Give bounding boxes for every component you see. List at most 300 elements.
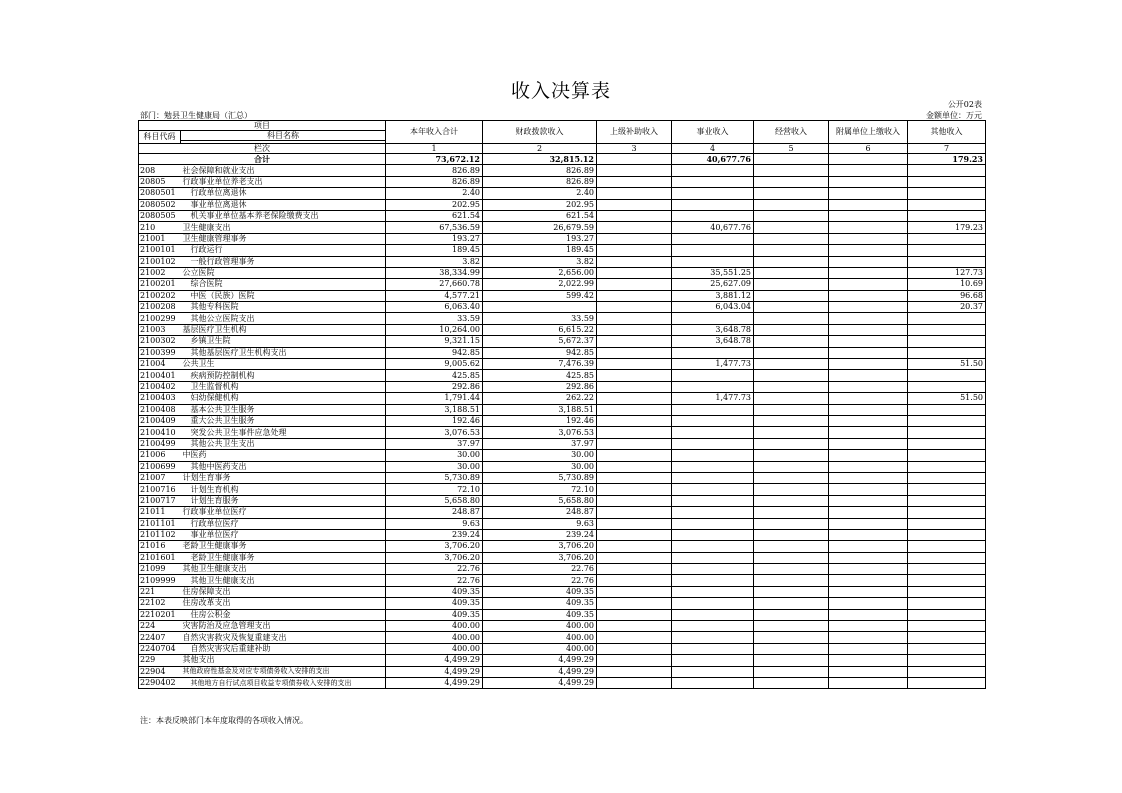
amount-cell [672, 245, 754, 256]
table-row [139, 324, 986, 335]
subject-name: 灾害防治及应急管理支出 [181, 621, 386, 632]
amount-cell [754, 450, 829, 461]
amount-cell [672, 586, 754, 597]
header-col-4: 事业收入 [672, 121, 754, 144]
amount-cell: 4,499.29 [483, 655, 597, 666]
column-number: 6 [829, 144, 908, 154]
subject-name: 基层医疗卫生机构 [181, 324, 386, 335]
amount-cell [672, 461, 754, 472]
header-col-2: 财政拨款收入 [483, 121, 597, 144]
amount-cell: 3,706.20 [483, 541, 597, 552]
amount-cell [829, 666, 908, 677]
table-row [139, 495, 986, 506]
subject-code: 2100208 [139, 302, 181, 313]
amount-cell [908, 472, 986, 483]
amount-cell [672, 495, 754, 506]
table-row [139, 222, 986, 233]
amount-cell: 826.89 [483, 165, 597, 176]
amount-cell [829, 518, 908, 529]
amount-cell [597, 461, 672, 472]
amount-cell: 22.76 [483, 575, 597, 586]
amount-cell [908, 176, 986, 187]
amount-cell [754, 484, 829, 495]
amount-cell: 3,076.53 [483, 427, 597, 438]
amount-cell [754, 313, 829, 324]
amount-cell [672, 233, 754, 244]
amount-cell: 192.46 [386, 415, 483, 426]
amount-cell [597, 552, 672, 563]
amount-cell: 4,499.29 [386, 655, 483, 666]
amount-cell [672, 518, 754, 529]
amount-cell [754, 541, 829, 552]
amount-cell: 400.00 [483, 632, 597, 643]
amount-cell: 26,679.59 [483, 222, 597, 233]
table-row [139, 381, 986, 392]
subject-code: 21003 [139, 324, 181, 335]
subject-code: 22904 [139, 666, 181, 677]
amount-cell [754, 165, 829, 176]
amount-cell [597, 564, 672, 575]
amount-cell: 30.00 [386, 450, 483, 461]
amount-cell [829, 484, 908, 495]
amount-cell: 3,881.12 [672, 290, 754, 301]
subject-name: 中医药 [181, 450, 386, 461]
table-row [139, 336, 986, 347]
amount-cell: 202.95 [483, 199, 597, 210]
subject-code: 2100201 [139, 279, 181, 290]
amount-cell [754, 347, 829, 358]
amount-cell [908, 210, 986, 221]
amount-cell: 40,677.76 [672, 222, 754, 233]
amount-cell: 2,656.00 [483, 267, 597, 278]
subject-code: 2100399 [139, 347, 181, 358]
amount-cell: 72.10 [386, 484, 483, 495]
subject-code: 2101601 [139, 552, 181, 563]
amount-cell [908, 188, 986, 199]
table-row [139, 677, 986, 688]
amount-cell [908, 427, 986, 438]
amount-cell [754, 336, 829, 347]
table-row [139, 267, 986, 278]
subject-code: 2100101 [139, 245, 181, 256]
amount-cell [597, 245, 672, 256]
amount-cell: 2.40 [483, 188, 597, 199]
amount-cell [829, 336, 908, 347]
amount-cell [908, 552, 986, 563]
amount-cell: 3,706.20 [386, 552, 483, 563]
amount-cell [672, 427, 754, 438]
amount-cell [908, 415, 986, 426]
subject-name: 行政单位离退休 [181, 188, 386, 199]
table-row [139, 279, 986, 290]
amount-cell [908, 199, 986, 210]
amount-cell [672, 404, 754, 415]
amount-cell [829, 655, 908, 666]
amount-cell: 425.85 [483, 370, 597, 381]
total-value: 73,672.12 [386, 154, 483, 165]
subject-code: 2100699 [139, 461, 181, 472]
amount-cell: 4,499.29 [386, 677, 483, 688]
amount-cell [672, 165, 754, 176]
amount-cell [829, 370, 908, 381]
subject-name: 其他卫生健康支出 [181, 575, 386, 586]
amount-cell [754, 245, 829, 256]
amount-cell [754, 564, 829, 575]
amount-cell: 1,477.73 [672, 393, 754, 404]
column-number: 5 [754, 144, 829, 154]
subject-name: 其他政府性基金及对应专项债务收入安排的支出 [181, 666, 386, 677]
amount-cell [754, 279, 829, 290]
column-number: 3 [597, 144, 672, 154]
amount-cell: 20.37 [908, 302, 986, 313]
amount-cell [754, 370, 829, 381]
header-project: 项目 [139, 121, 386, 131]
table-row [139, 643, 986, 654]
amount-cell [597, 484, 672, 495]
amount-cell [829, 381, 908, 392]
amount-cell: 9.63 [483, 518, 597, 529]
amount-cell [908, 233, 986, 244]
amount-cell [829, 210, 908, 221]
amount-cell [829, 507, 908, 518]
amount-cell [672, 313, 754, 324]
column-number: 7 [908, 144, 986, 154]
amount-cell: 5,658.80 [483, 495, 597, 506]
subject-code: 2240704 [139, 643, 181, 654]
amount-cell [754, 290, 829, 301]
amount-cell [597, 324, 672, 335]
amount-cell [672, 598, 754, 609]
table-row [139, 484, 986, 495]
amount-cell [672, 210, 754, 221]
amount-cell [672, 507, 754, 518]
amount-cell [829, 529, 908, 540]
amount-cell: 51.50 [908, 393, 986, 404]
amount-cell [597, 677, 672, 688]
income-table [138, 120, 986, 689]
amount-cell: 22.76 [386, 575, 483, 586]
subject-code: 208 [139, 165, 181, 176]
amount-cell: 3.82 [386, 256, 483, 267]
amount-cell [754, 529, 829, 540]
subject-name: 其他支出 [181, 655, 386, 666]
amount-cell: 942.85 [483, 347, 597, 358]
amount-cell [908, 404, 986, 415]
table-row [139, 427, 986, 438]
subject-code: 2100499 [139, 438, 181, 449]
amount-cell [829, 233, 908, 244]
table-row [139, 188, 986, 199]
amount-cell [908, 438, 986, 449]
amount-cell: 27,660.78 [386, 279, 483, 290]
total-value: 32,815.12 [483, 154, 597, 165]
amount-cell [597, 393, 672, 404]
amount-cell: 5,730.89 [483, 472, 597, 483]
amount-cell [908, 643, 986, 654]
amount-cell: 3,648.78 [672, 324, 754, 335]
subject-name: 计划生育机构 [181, 484, 386, 495]
subject-code: 221 [139, 586, 181, 597]
subject-name: 乡镇卫生院 [181, 336, 386, 347]
amount-cell [672, 381, 754, 392]
table-row [139, 256, 986, 267]
subject-name: 卫生健康管理事务 [181, 233, 386, 244]
header-code: 科目代码 [139, 131, 181, 144]
amount-cell [672, 199, 754, 210]
header-row-project [139, 121, 986, 131]
amount-cell [754, 666, 829, 677]
subject-code: 2100402 [139, 381, 181, 392]
amount-cell [672, 472, 754, 483]
table-row [139, 552, 986, 563]
amount-unit-label: 金额单位：万元 [926, 111, 982, 120]
amount-cell: 193.27 [483, 233, 597, 244]
amount-cell [754, 495, 829, 506]
amount-cell: 262.22 [483, 393, 597, 404]
subject-code: 2100403 [139, 393, 181, 404]
amount-cell [754, 222, 829, 233]
amount-cell [829, 427, 908, 438]
amount-cell: 400.00 [386, 643, 483, 654]
amount-cell [754, 586, 829, 597]
amount-cell [672, 666, 754, 677]
subject-code: 2080501 [139, 188, 181, 199]
amount-cell: 37.97 [483, 438, 597, 449]
amount-cell [672, 256, 754, 267]
subject-code: 2100716 [139, 484, 181, 495]
amount-cell: 239.24 [386, 529, 483, 540]
subject-code: 2100299 [139, 313, 181, 324]
amount-cell [672, 415, 754, 426]
amount-cell [908, 336, 986, 347]
subject-code: 2109999 [139, 575, 181, 586]
amount-cell [754, 210, 829, 221]
amount-cell [829, 415, 908, 426]
subject-name: 行政运行 [181, 245, 386, 256]
amount-cell: 400.00 [386, 621, 483, 632]
amount-cell: 409.35 [483, 586, 597, 597]
department-label: 部门：勉县卫生健康局（汇总） [140, 111, 252, 120]
amount-cell [597, 313, 672, 324]
amount-cell: 22.76 [386, 564, 483, 575]
amount-cell: 400.00 [386, 632, 483, 643]
table-row [139, 632, 986, 643]
table-row [139, 598, 986, 609]
amount-cell [754, 472, 829, 483]
amount-cell: 30.00 [483, 450, 597, 461]
amount-cell [597, 495, 672, 506]
amount-cell [754, 302, 829, 313]
subject-name: 卫生监督机构 [181, 381, 386, 392]
amount-cell [908, 677, 986, 688]
amount-cell [754, 188, 829, 199]
subject-code: 224 [139, 621, 181, 632]
amount-cell [829, 598, 908, 609]
amount-cell: 425.85 [386, 370, 483, 381]
amount-cell [754, 199, 829, 210]
amount-cell [597, 632, 672, 643]
amount-cell: 51.50 [908, 359, 986, 370]
amount-cell [908, 564, 986, 575]
amount-cell [597, 222, 672, 233]
page-title: 收入决算表 [510, 80, 611, 102]
amount-cell [597, 404, 672, 415]
amount-cell [908, 324, 986, 335]
amount-cell [597, 472, 672, 483]
subject-name: 自然灾害灾后重建补助 [181, 643, 386, 654]
amount-cell [908, 484, 986, 495]
amount-cell [597, 529, 672, 540]
amount-cell [829, 541, 908, 552]
subject-name: 住房改革支出 [181, 598, 386, 609]
header-col-3: 上级补助收入 [597, 121, 672, 144]
amount-cell: 35,551.25 [672, 267, 754, 278]
amount-cell [597, 279, 672, 290]
subject-code: 2080505 [139, 210, 181, 221]
amount-cell [597, 370, 672, 381]
amount-cell [754, 518, 829, 529]
amount-cell [829, 643, 908, 654]
total-label: 合计 [139, 154, 386, 165]
table-row [139, 564, 986, 575]
amount-cell [829, 495, 908, 506]
subject-name: 事业单位医疗 [181, 529, 386, 540]
subject-name: 基本公共卫生服务 [181, 404, 386, 415]
amount-cell: 2,022.99 [483, 279, 597, 290]
amount-cell [672, 655, 754, 666]
amount-cell [908, 632, 986, 643]
amount-cell [908, 529, 986, 540]
header-col-6: 附属单位上缴收入 [829, 121, 908, 144]
subject-name: 行政事业单位养老支出 [181, 176, 386, 187]
subject-name: 重大公共卫生服务 [181, 415, 386, 426]
form-number: 公开02表 [947, 100, 982, 109]
amount-cell [597, 438, 672, 449]
subject-name: 事业单位离退休 [181, 199, 386, 210]
amount-cell [672, 450, 754, 461]
amount-cell [829, 586, 908, 597]
amount-cell [829, 256, 908, 267]
amount-cell [829, 632, 908, 643]
amount-cell [908, 347, 986, 358]
amount-cell: 30.00 [386, 461, 483, 472]
amount-cell [597, 302, 672, 313]
amount-cell [597, 586, 672, 597]
header-col-1: 本年收入合计 [386, 121, 483, 144]
amount-cell [754, 575, 829, 586]
amount-cell [908, 313, 986, 324]
amount-cell [483, 302, 597, 313]
amount-cell [754, 677, 829, 688]
column-number: 1 [386, 144, 483, 154]
amount-cell: 3,076.53 [386, 427, 483, 438]
amount-cell [829, 222, 908, 233]
amount-cell [672, 677, 754, 688]
amount-cell [908, 609, 986, 620]
amount-cell: 239.24 [483, 529, 597, 540]
amount-cell [754, 359, 829, 370]
amount-cell [597, 176, 672, 187]
table-row [139, 245, 986, 256]
subject-name: 机关事业单位基本养老保险缴费支出 [181, 210, 386, 221]
subject-name: 计划生育服务 [181, 495, 386, 506]
amount-cell [597, 290, 672, 301]
table-row [139, 655, 986, 666]
amount-cell [672, 541, 754, 552]
subject-name: 行政单位医疗 [181, 518, 386, 529]
amount-cell [829, 404, 908, 415]
amount-cell: 3,706.20 [386, 541, 483, 552]
amount-cell [754, 393, 829, 404]
amount-cell [672, 176, 754, 187]
amount-cell [908, 256, 986, 267]
subject-name: 其他公共卫生支出 [181, 438, 386, 449]
amount-cell [597, 621, 672, 632]
table-row [139, 461, 986, 472]
subject-name: 住房保障支出 [181, 586, 386, 597]
amount-cell [829, 461, 908, 472]
subject-code: 2210201 [139, 609, 181, 620]
amount-cell: 33.59 [483, 313, 597, 324]
amount-cell [754, 621, 829, 632]
amount-cell [754, 655, 829, 666]
table-row [139, 529, 986, 540]
amount-cell [908, 450, 986, 461]
amount-cell: 3.82 [483, 256, 597, 267]
amount-cell [597, 267, 672, 278]
amount-cell [908, 621, 986, 632]
amount-cell [672, 438, 754, 449]
amount-cell [754, 267, 829, 278]
amount-cell [672, 621, 754, 632]
amount-cell [829, 347, 908, 358]
amount-cell [754, 438, 829, 449]
amount-cell [829, 199, 908, 210]
subject-code: 2100410 [139, 427, 181, 438]
amount-cell [908, 461, 986, 472]
table-row [139, 575, 986, 586]
amount-cell [908, 507, 986, 518]
amount-cell [597, 598, 672, 609]
amount-cell [754, 176, 829, 187]
amount-cell: 1,791.44 [386, 393, 483, 404]
amount-cell: 7,476.39 [483, 359, 597, 370]
table-row [139, 210, 986, 221]
amount-cell [754, 632, 829, 643]
amount-cell: 1,477.73 [672, 359, 754, 370]
header-col-7: 其他收入 [908, 121, 986, 144]
column-number: 4 [672, 144, 754, 154]
table-row [139, 541, 986, 552]
subject-code: 21004 [139, 359, 181, 370]
amount-cell: 826.89 [386, 165, 483, 176]
amount-cell: 5,672.37 [483, 336, 597, 347]
amount-cell: 4,499.29 [483, 666, 597, 677]
amount-cell [597, 210, 672, 221]
amount-cell: 2.40 [386, 188, 483, 199]
subject-name: 综合医院 [181, 279, 386, 290]
total-value: 179.23 [908, 154, 986, 165]
amount-cell: 9,005.62 [386, 359, 483, 370]
amount-cell [908, 666, 986, 677]
amount-cell [829, 279, 908, 290]
amount-cell [829, 564, 908, 575]
subject-code: 22407 [139, 632, 181, 643]
amount-cell [829, 450, 908, 461]
amount-cell [672, 643, 754, 654]
amount-cell [672, 529, 754, 540]
amount-cell: 826.89 [483, 176, 597, 187]
